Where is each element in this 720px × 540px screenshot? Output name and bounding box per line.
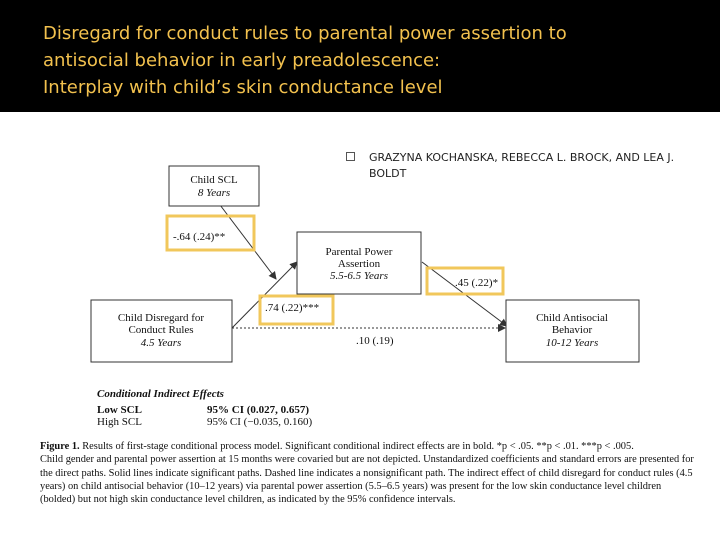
cie-group: High SCL — [97, 416, 142, 428]
cie-group: Low SCL — [97, 404, 142, 416]
node-title: Child SCL — [190, 174, 238, 186]
cie-row — [97, 416, 357, 428]
caption-label: Figure 1. — [40, 441, 80, 452]
coef-scl-moderation: -.64 (.24)** — [173, 231, 226, 243]
coef-disregard-to-power: .74 (.22)*** — [265, 302, 320, 314]
cie-ci: 95% CI (0.027, 0.657) — [207, 404, 310, 416]
node-subtitle: 8 Years — [197, 187, 231, 199]
conditional-indirect-effects — [97, 388, 357, 428]
node-title: Parental Power — [325, 246, 393, 258]
authors-line: BOLDT — [369, 167, 407, 180]
title-line: Disregard for conduct rules to parental power assertion to — [43, 23, 567, 44]
authors — [369, 150, 709, 182]
node-title: Behavior — [551, 324, 593, 336]
bullet-icon — [346, 152, 355, 161]
node-child-antisocial — [506, 300, 639, 362]
coef-direct-path: .10 (.19) — [356, 335, 394, 347]
node-subtitle: 5.5-6.5 Years — [330, 270, 388, 282]
authors-line: GRAZYNA KOCHANSKA, REBECCA L. BROCK, AND LEA J. — [369, 151, 675, 164]
caption-body: Child gender and parental power assertion at 15 months were covaried but are not depicted. Unstandardized coefficients and standard errors are presented for the direct paths. Solid lines indicate significant paths. Dashed line indicates a nonsignificant path. The indirect effect of child disregard for conduct rules (4.5 years) on child antisocial behavior (10–12 years) via parental power assertion (5.5–6.5 years) was present for the low skin conductance level children (bolded) but not high skin conductance level children, as indicated by the 95% confidence intervals. — [40, 454, 694, 506]
figure-caption — [40, 440, 695, 506]
title-line: antisocial behavior in early preadolescence: — [43, 50, 441, 71]
cie-heading: Conditional Indirect Effects — [97, 388, 224, 400]
title-line: Interplay with child’s skin conductance level — [43, 77, 443, 98]
coef-power-to-antisocial: .45 (.22)* — [455, 277, 499, 289]
node-title: Child Disregard for — [117, 312, 205, 324]
node-subtitle: 4.5 Years — [140, 337, 182, 349]
node-child-scl — [169, 166, 259, 206]
caption-line1: Results of first-stage conditional process model. Significant conditional indirect effects are in bold. *p < .05. **p < .01. ***p < .005. — [82, 441, 634, 452]
node-title: Assertion — [337, 258, 381, 270]
cie-ci: 95% CI (−0.035, 0.160) — [207, 416, 313, 428]
node-title: Conduct Rules — [128, 324, 194, 336]
node-subtitle: 10-12 Years — [545, 337, 599, 349]
caption-first-line — [40, 440, 695, 453]
node-child-disregard — [91, 300, 232, 362]
cie-row — [97, 404, 357, 416]
node-parental-power-assertion — [297, 232, 421, 294]
node-title: Child Antisocial — [536, 312, 608, 324]
